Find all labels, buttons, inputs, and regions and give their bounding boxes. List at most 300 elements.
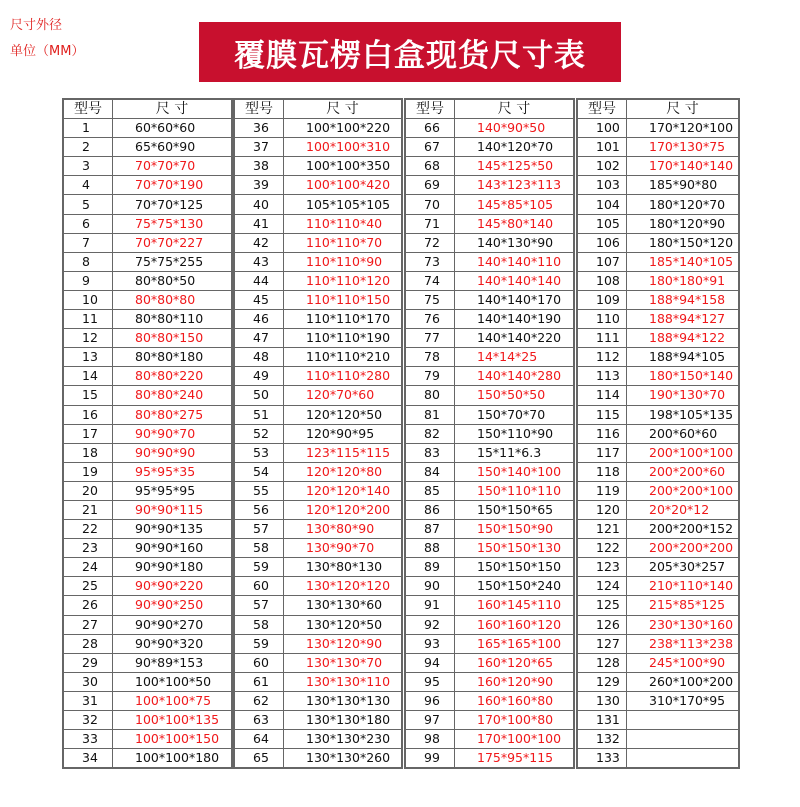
table-row <box>405 271 574 290</box>
model-number: 22 <box>63 520 113 539</box>
table-row <box>577 481 739 500</box>
box-size: 120*120*50 <box>284 405 403 424</box>
box-size: 75*75*130 <box>113 214 233 233</box>
model-number: 110 <box>577 310 627 329</box>
box-size: 210*110*140 <box>627 577 740 596</box>
box-size: 80*80*50 <box>113 271 233 290</box>
box-size: 90*90*135 <box>113 520 233 539</box>
model-number: 59 <box>234 634 284 653</box>
model-number: 54 <box>234 462 284 481</box>
box-size: 70*70*70 <box>113 157 233 176</box>
model-number: 94 <box>405 653 455 672</box>
model-number: 122 <box>577 539 627 558</box>
table-row <box>405 558 574 577</box>
box-size: 188*94*127 <box>627 310 740 329</box>
model-number: 42 <box>234 233 284 252</box>
table-row <box>63 386 232 405</box>
table-row <box>405 424 574 443</box>
box-size: 170*120*100 <box>627 119 740 138</box>
table-row <box>577 462 739 481</box>
table-row <box>577 634 739 653</box>
box-size: 80*80*275 <box>113 405 233 424</box>
model-number: 50 <box>234 386 284 405</box>
table-row <box>405 443 574 462</box>
box-size: 130*130*70 <box>284 653 403 672</box>
size-table-2 <box>233 98 403 769</box>
table-row <box>577 195 739 214</box>
table-row <box>63 157 232 176</box>
box-size: 110*110*190 <box>284 329 403 348</box>
size-table-4 <box>576 98 740 769</box>
model-number: 105 <box>577 214 627 233</box>
table-row <box>405 615 574 634</box>
table-row <box>234 653 402 672</box>
model-number: 3 <box>63 157 113 176</box>
model-number: 12 <box>63 329 113 348</box>
box-size: 160*120*65 <box>455 653 575 672</box>
box-size: 130*120*50 <box>284 615 403 634</box>
model-number: 47 <box>234 329 284 348</box>
box-size: 95*95*35 <box>113 462 233 481</box>
box-size: 188*94*105 <box>627 348 740 367</box>
model-number: 34 <box>63 749 113 769</box>
table-row <box>63 672 232 691</box>
table-row <box>577 405 739 424</box>
table-row <box>63 577 232 596</box>
model-number: 60 <box>234 577 284 596</box>
box-size: 100*100*310 <box>284 138 403 157</box>
model-number: 41 <box>234 214 284 233</box>
model-number: 103 <box>577 176 627 195</box>
table-row <box>234 195 402 214</box>
box-size: 160*160*80 <box>455 691 575 710</box>
header-model: 型号 <box>63 99 113 119</box>
box-size: 110*110*210 <box>284 348 403 367</box>
table-row <box>234 252 402 271</box>
table-row <box>405 367 574 386</box>
table-row <box>405 310 574 329</box>
box-size: 200*200*60 <box>627 462 740 481</box>
table-row <box>405 539 574 558</box>
model-number: 1 <box>63 119 113 138</box>
header-size: 尺 寸 <box>627 99 740 119</box>
model-number: 33 <box>63 730 113 749</box>
box-size: 60*60*60 <box>113 119 233 138</box>
box-size: 130*80*90 <box>284 520 403 539</box>
table-row <box>577 500 739 519</box>
model-number: 65 <box>234 749 284 769</box>
table-row <box>234 462 402 481</box>
box-size: 15*11*6.3 <box>455 443 575 462</box>
model-number: 21 <box>63 500 113 519</box>
box-size: 120*90*95 <box>284 424 403 443</box>
model-number: 83 <box>405 443 455 462</box>
model-number: 11 <box>63 310 113 329</box>
model-number: 132 <box>577 730 627 749</box>
table-row <box>405 691 574 710</box>
table-row <box>405 596 574 615</box>
table-row <box>63 214 232 233</box>
box-size: 245*100*90 <box>627 653 740 672</box>
table-row <box>577 119 739 138</box>
table-row <box>577 558 739 577</box>
model-number: 18 <box>63 443 113 462</box>
model-number: 125 <box>577 596 627 615</box>
model-number: 45 <box>234 290 284 309</box>
box-size: 90*89*153 <box>113 653 233 672</box>
model-number: 48 <box>234 348 284 367</box>
model-number: 84 <box>405 462 455 481</box>
model-number: 85 <box>405 481 455 500</box>
model-number: 7 <box>63 233 113 252</box>
table-row <box>405 138 574 157</box>
table-row <box>405 290 574 309</box>
model-number: 126 <box>577 615 627 634</box>
box-size: 80*80*240 <box>113 386 233 405</box>
table-row <box>577 520 739 539</box>
table-row <box>577 443 739 462</box>
model-number: 88 <box>405 539 455 558</box>
table-row <box>63 367 232 386</box>
model-number: 44 <box>234 271 284 290</box>
model-number: 6 <box>63 214 113 233</box>
table-row <box>63 481 232 500</box>
table-row <box>405 500 574 519</box>
model-number: 49 <box>234 367 284 386</box>
model-number: 62 <box>234 691 284 710</box>
table-row <box>63 252 232 271</box>
size-table-3 <box>404 98 575 769</box>
box-size: 145*125*50 <box>455 157 575 176</box>
model-number: 75 <box>405 290 455 309</box>
table-row <box>577 596 739 615</box>
model-number: 38 <box>234 157 284 176</box>
table-row <box>577 157 739 176</box>
unit-note: 单位（MM） <box>10 44 85 59</box>
table-row <box>405 119 574 138</box>
model-number: 100 <box>577 119 627 138</box>
table-row <box>405 462 574 481</box>
table-row <box>577 138 739 157</box>
box-size: 120*120*200 <box>284 500 403 519</box>
box-size: 200*200*100 <box>627 481 740 500</box>
box-size: 90*90*160 <box>113 539 233 558</box>
box-size: 80*80*80 <box>113 290 233 309</box>
box-size: 140*140*170 <box>455 290 575 309</box>
box-size: 90*90*70 <box>113 424 233 443</box>
model-number: 130 <box>577 691 627 710</box>
model-number: 128 <box>577 653 627 672</box>
box-size: 175*95*115 <box>455 749 575 769</box>
box-size: 80*80*220 <box>113 367 233 386</box>
box-size: 110*110*40 <box>284 214 403 233</box>
model-number: 69 <box>405 176 455 195</box>
model-number: 108 <box>577 271 627 290</box>
box-size: 165*165*100 <box>455 634 575 653</box>
box-size: 180*180*91 <box>627 271 740 290</box>
model-number: 63 <box>234 711 284 730</box>
model-number: 73 <box>405 252 455 271</box>
model-number: 17 <box>63 424 113 443</box>
table-header-row <box>577 99 739 119</box>
model-number: 99 <box>405 749 455 769</box>
box-size: 100*100*220 <box>284 119 403 138</box>
model-number: 20 <box>63 481 113 500</box>
table-row <box>577 749 739 769</box>
box-size: 100*100*75 <box>113 691 233 710</box>
box-size: 150*110*90 <box>455 424 575 443</box>
box-size: 185*140*105 <box>627 252 740 271</box>
model-number: 80 <box>405 386 455 405</box>
table-row <box>405 233 574 252</box>
table-row <box>234 596 402 615</box>
box-size: 130*130*60 <box>284 596 403 615</box>
model-number: 28 <box>63 634 113 653</box>
table-row <box>405 329 574 348</box>
table-row <box>234 481 402 500</box>
model-number: 51 <box>234 405 284 424</box>
box-size: 140*140*110 <box>455 252 575 271</box>
model-number: 79 <box>405 367 455 386</box>
box-size: 170*140*140 <box>627 157 740 176</box>
model-number: 89 <box>405 558 455 577</box>
table-row <box>234 348 402 367</box>
table-row <box>577 310 739 329</box>
box-size: 150*110*110 <box>455 481 575 500</box>
box-size: 100*100*350 <box>284 157 403 176</box>
model-number: 14 <box>63 367 113 386</box>
table-row <box>234 730 402 749</box>
header-model: 型号 <box>577 99 627 119</box>
table-row <box>63 711 232 730</box>
box-size: 160*145*110 <box>455 596 575 615</box>
box-size: 75*75*255 <box>113 252 233 271</box>
box-size: 70*70*190 <box>113 176 233 195</box>
box-size: 20*20*12 <box>627 500 740 519</box>
model-number: 2 <box>63 138 113 157</box>
table-row <box>234 500 402 519</box>
box-size: 14*14*25 <box>455 348 575 367</box>
box-size: 260*100*200 <box>627 672 740 691</box>
model-number: 15 <box>63 386 113 405</box>
table-row <box>577 711 739 730</box>
table-row <box>234 539 402 558</box>
size-table-1 <box>62 98 233 769</box>
table-row <box>405 214 574 233</box>
box-size: 180*150*120 <box>627 233 740 252</box>
model-number: 72 <box>405 233 455 252</box>
size-note: 尺寸外径 <box>10 18 63 33</box>
table-row <box>234 615 402 634</box>
model-number: 46 <box>234 310 284 329</box>
model-number: 112 <box>577 348 627 367</box>
model-number: 40 <box>234 195 284 214</box>
model-number: 82 <box>405 424 455 443</box>
table-row <box>63 119 232 138</box>
model-number: 19 <box>63 462 113 481</box>
model-number: 116 <box>577 424 627 443</box>
model-number: 119 <box>577 481 627 500</box>
model-number: 37 <box>234 138 284 157</box>
box-size: 110*110*280 <box>284 367 403 386</box>
header-size: 尺 寸 <box>284 99 403 119</box>
box-size: 170*100*80 <box>455 711 575 730</box>
model-number: 26 <box>63 596 113 615</box>
model-number: 96 <box>405 691 455 710</box>
box-size: 90*90*115 <box>113 500 233 519</box>
box-size: 200*100*100 <box>627 443 740 462</box>
table-row <box>234 577 402 596</box>
model-number: 39 <box>234 176 284 195</box>
box-size <box>627 730 740 749</box>
box-size: 200*200*152 <box>627 520 740 539</box>
box-size: 150*150*240 <box>455 577 575 596</box>
table-row <box>234 558 402 577</box>
table-row <box>63 310 232 329</box>
table-row <box>63 348 232 367</box>
table-row <box>63 195 232 214</box>
table-row <box>405 577 574 596</box>
table-row <box>234 386 402 405</box>
table-row <box>234 214 402 233</box>
model-number: 52 <box>234 424 284 443</box>
model-number: 115 <box>577 405 627 424</box>
header-size: 尺 寸 <box>113 99 233 119</box>
table-row <box>405 481 574 500</box>
box-size: 110*110*70 <box>284 233 403 252</box>
box-size: 190*130*70 <box>627 386 740 405</box>
table-row <box>63 271 232 290</box>
header-model: 型号 <box>405 99 455 119</box>
model-number: 104 <box>577 195 627 214</box>
box-size: 200*200*200 <box>627 539 740 558</box>
box-size: 110*110*150 <box>284 290 403 309</box>
box-size: 90*90*180 <box>113 558 233 577</box>
model-number: 87 <box>405 520 455 539</box>
model-number: 56 <box>234 500 284 519</box>
model-number: 64 <box>234 730 284 749</box>
model-number: 120 <box>577 500 627 519</box>
box-size: 198*105*135 <box>627 405 740 424</box>
box-size: 140*140*220 <box>455 329 575 348</box>
box-size: 130*120*90 <box>284 634 403 653</box>
table-row <box>63 176 232 195</box>
model-number: 111 <box>577 329 627 348</box>
model-number: 60 <box>234 653 284 672</box>
box-size: 145*80*140 <box>455 214 575 233</box>
table-row <box>405 672 574 691</box>
table-row <box>405 348 574 367</box>
box-size: 130*130*230 <box>284 730 403 749</box>
table-row <box>234 176 402 195</box>
box-size: 110*110*170 <box>284 310 403 329</box>
model-number: 57 <box>234 520 284 539</box>
table-row <box>234 271 402 290</box>
table-header-row <box>405 99 574 119</box>
model-number: 114 <box>577 386 627 405</box>
model-number: 57 <box>234 596 284 615</box>
table-row <box>405 195 574 214</box>
box-size: 150*150*90 <box>455 520 575 539</box>
box-size: 100*100*150 <box>113 730 233 749</box>
table-row <box>577 176 739 195</box>
box-size: 110*110*120 <box>284 271 403 290</box>
box-size: 130*130*260 <box>284 749 403 769</box>
model-number: 92 <box>405 615 455 634</box>
box-size: 140*120*70 <box>455 138 575 157</box>
table-row <box>63 596 232 615</box>
table-row <box>63 634 232 653</box>
model-number: 27 <box>63 615 113 634</box>
table-row <box>405 386 574 405</box>
table-row <box>577 290 739 309</box>
box-size: 100*100*180 <box>113 749 233 769</box>
box-size: 140*140*280 <box>455 367 575 386</box>
box-size: 200*60*60 <box>627 424 740 443</box>
box-size: 130*130*130 <box>284 691 403 710</box>
model-number: 53 <box>234 443 284 462</box>
box-size: 150*50*50 <box>455 386 575 405</box>
table-row <box>63 749 232 769</box>
model-number: 123 <box>577 558 627 577</box>
box-size: 185*90*80 <box>627 176 740 195</box>
model-number: 32 <box>63 711 113 730</box>
box-size: 215*85*125 <box>627 596 740 615</box>
table-row <box>234 424 402 443</box>
table-row <box>577 615 739 634</box>
model-number: 118 <box>577 462 627 481</box>
box-size: 130*130*110 <box>284 672 403 691</box>
table-row <box>577 367 739 386</box>
box-size: 120*120*80 <box>284 462 403 481</box>
box-size: 140*140*190 <box>455 310 575 329</box>
table-row <box>63 730 232 749</box>
table-row <box>234 405 402 424</box>
box-size: 70*70*125 <box>113 195 233 214</box>
model-number: 55 <box>234 481 284 500</box>
table-row <box>577 348 739 367</box>
box-size: 170*100*100 <box>455 730 575 749</box>
box-size: 105*105*105 <box>284 195 403 214</box>
box-size: 230*130*160 <box>627 615 740 634</box>
model-number: 102 <box>577 157 627 176</box>
header-model: 型号 <box>234 99 284 119</box>
box-size: 150*150*65 <box>455 500 575 519</box>
box-size: 160*120*90 <box>455 672 575 691</box>
box-size: 188*94*158 <box>627 290 740 309</box>
model-number: 101 <box>577 138 627 157</box>
model-number: 70 <box>405 195 455 214</box>
table-row <box>577 691 739 710</box>
box-size: 90*90*320 <box>113 634 233 653</box>
box-size: 80*80*180 <box>113 348 233 367</box>
table-row <box>63 500 232 519</box>
model-number: 61 <box>234 672 284 691</box>
table-row <box>234 691 402 710</box>
table-row <box>234 634 402 653</box>
table-row <box>405 730 574 749</box>
model-number: 66 <box>405 119 455 138</box>
box-size: 150*70*70 <box>455 405 575 424</box>
box-size: 100*100*420 <box>284 176 403 195</box>
table-row <box>234 749 402 769</box>
box-size: 90*90*270 <box>113 615 233 634</box>
table-row <box>577 233 739 252</box>
box-size: 90*90*90 <box>113 443 233 462</box>
box-size: 100*100*50 <box>113 672 233 691</box>
model-number: 98 <box>405 730 455 749</box>
table-row <box>405 634 574 653</box>
